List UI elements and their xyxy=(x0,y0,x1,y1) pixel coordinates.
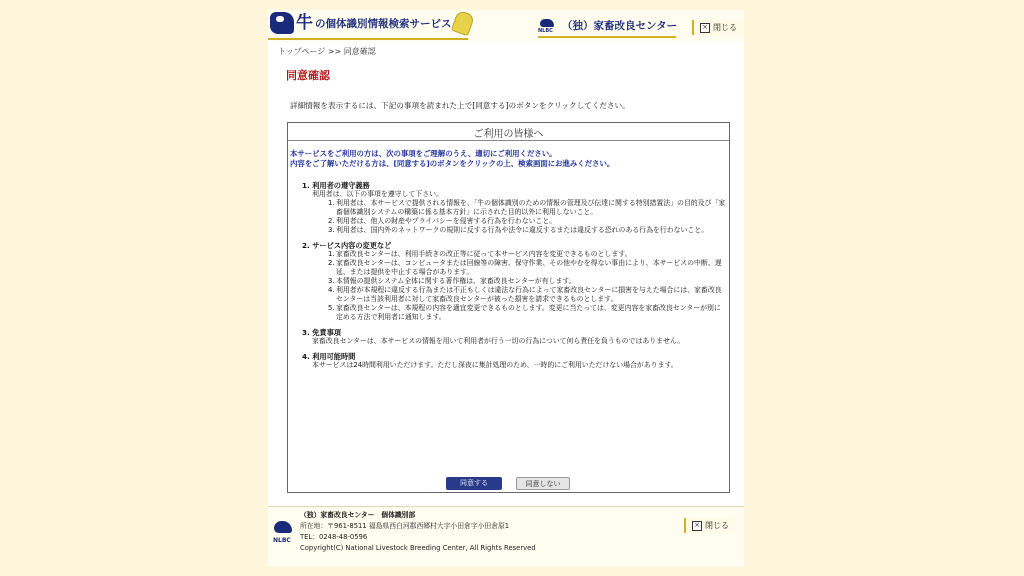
header-underline xyxy=(268,38,468,40)
section-intro: 利用者は、以下の事項を遵守して下さい。 xyxy=(312,190,443,198)
footer xyxy=(268,506,744,567)
breadcrumb xyxy=(278,46,376,57)
breadcrumb-top-link[interactable]: トップページ xyxy=(278,47,326,56)
footer-tel: TEL：0248-48-0596 xyxy=(300,533,368,541)
nlbc-logo-icon xyxy=(538,19,558,33)
page-title: 同意確認 xyxy=(286,69,330,82)
close-icon: × xyxy=(692,521,702,531)
terms-intro-line-2: 内容をご了解いただける方は、[同意する]のボタンをクリックの上、検索画面にお進みください。 xyxy=(290,159,615,168)
section-title: 2. サービス内容の変更など xyxy=(302,241,392,250)
section-title: 1. 利用者の遵守義務 xyxy=(302,181,370,190)
terms-heading: ご利用の皆様へ xyxy=(473,129,544,140)
center-underline xyxy=(538,36,676,38)
magnifier-icon xyxy=(450,10,474,37)
logo-title: の個体識別情報検索サービス xyxy=(315,17,452,30)
close-button-bottom[interactable] xyxy=(684,518,735,533)
nlbc-label: NLBC xyxy=(538,27,553,34)
section-title: 3. 免責事項 xyxy=(302,328,341,337)
section-title: 4. 利用可能時間 xyxy=(302,352,356,361)
footer-copyright: Copyright(C) National Livestock Breeding Center, All Rights Reserved xyxy=(300,544,536,552)
terms-intro xyxy=(290,149,614,169)
list-item: 1. 利用者は、本サービスで提供される情報を、「牛の個体識別のための情報の管理及び伝達に関する特別措置法」の目的及び「家畜個体識別システムの構築に係る基本方針」に示された目的以外に利用しないこと。 xyxy=(328,199,726,216)
nlbc-footer-logo-icon xyxy=(272,517,296,547)
disagree-button[interactable]: 同意しない xyxy=(516,477,570,490)
footer-address: 所在地：〒961-8511 福島県西白河郡西郷村大字小田倉字小田倉原1 xyxy=(300,522,510,530)
header xyxy=(268,10,744,42)
terms-body xyxy=(302,181,728,376)
section-service-changes xyxy=(302,241,728,322)
agree-button[interactable]: 同意する xyxy=(446,477,502,490)
list-item: 1. 家畜改良センターは、利用手続きの改正等に従って本サービス内容を変更できるものとします。 xyxy=(328,250,632,258)
terms-intro-line-1: 本サービスをご利用の方は、次の事項をご理解のうえ、適切にご利用ください。 xyxy=(290,149,557,158)
service-logo[interactable] xyxy=(270,12,472,34)
list-item-text: 家畜改良センターは、コンピュータまたは回線等の障害、保守作業、その他やむを得ない事由により、本サービスの中断、遅延、または提供を中止する場合があります。 xyxy=(336,259,722,276)
breadcrumb-separator: >> xyxy=(327,47,342,56)
list-item-text: 家畜改良センターは、本規程の内容を適宜変更できるものとします。変更に当たっては、変更内容を家畜改良センターが別に定める方法で利用者に通知します。 xyxy=(336,304,721,321)
section-availability xyxy=(302,352,728,370)
cow-icon xyxy=(270,12,294,34)
list-item: 3. 利用者は、国内外のネットワークの規則に反する行為や法令に違反するまたは違反する恐れのある行為を行わないこと。 xyxy=(328,226,709,234)
close-label: 閉じる xyxy=(713,23,737,32)
list-item-text: 利用者が本規程に違反する行為または不正もしくは違法な行為によって家畜改良センターに損害を与えた場合には、家畜改良センターは当該利用者に対して家畜改良センターが被った損害を請求できるものとします。 xyxy=(336,286,722,303)
list-item: 5. 家畜改良センターは、本規程の内容を適宜変更できるものとします。変更に当たっては、変更内容を家畜改良センターが別に定める方法で利用者に通知します。 xyxy=(328,304,726,322)
close-button-top[interactable] xyxy=(692,20,743,35)
list-item-text: 利用者は、他人の財産やプライバシーを侵害する行為を行わないこと。 xyxy=(336,217,557,225)
section-text: 家畜改良センターは、本サービスの情報を用いて利用者が行う一切の行為について何ら責任を負うものではありません。 xyxy=(312,337,685,345)
instruction-text: 詳細情報を表示するには、下記の事項を読まれた上で[同意する]のボタンをクリックしてください。 xyxy=(290,101,630,110)
list-item-text: 本情報の提供システム全体に関する著作権は、家畜改良センターが有します。 xyxy=(336,277,576,285)
close-icon: × xyxy=(700,23,710,33)
section-disclaimer xyxy=(302,328,728,346)
footer-nlbc-label: NLBC xyxy=(273,537,291,544)
list-item-text: 利用者は、国内外のネットワークの規則に反する行為や法令に違反するまたは違反する恐れのある行為を行わないこと。 xyxy=(336,226,709,234)
list-item: 2. 家畜改良センターは、コンピュータまたは回線等の障害、保守作業、その他やむを得ない事由により、本サービスの中断、遅延、または提供を中止する場合があります。 xyxy=(328,259,726,277)
list-item-text: 利用者は、本サービスで提供される情報を、「牛の個体識別のための情報の管理及び伝達に関する特別措置法」の目的及び「家畜個体識別システムの構築に係る基本方針」に示された目的以外に利用しないこと。 xyxy=(336,199,726,216)
terms-box[interactable] xyxy=(287,122,730,493)
logo-gyu-text: 牛 xyxy=(296,13,313,33)
footer-text xyxy=(300,510,536,554)
section-compliance xyxy=(302,181,728,235)
page xyxy=(268,10,744,566)
close-label: 閉じる xyxy=(705,521,729,530)
list-item-text: 家畜改良センターは、利用手続きの改正等に従って本サービス内容を変更できるものとします。 xyxy=(336,250,632,258)
list-item: 4. 利用者が本規程に違反する行為または不正もしくは違法な行為によって家畜改良センターに損害を与えた場合には、家畜改良センターは当該利用者に対して家畜改良センターが被った損害を請求できるものとします。 xyxy=(328,286,726,304)
terms-divider xyxy=(288,140,729,141)
center-name: （独）家畜改良センター xyxy=(562,20,678,32)
list-item: 3. 本情報の提供システム全体に関する著作権は、家畜改良センターが有します。 xyxy=(328,277,576,285)
footer-org: （独）家畜改良センター 個体識別部 xyxy=(300,511,416,519)
center-logo[interactable] xyxy=(538,18,677,33)
breadcrumb-current: 同意確認 xyxy=(343,47,376,56)
list-item: 2. 利用者は、他人の財産やプライバシーを侵害する行為を行わないこと。 xyxy=(328,217,557,225)
section-text: 本サービスは24時間利用いただけます。ただし深夜に集計処理のため、一時的にご利用いただけない場合があります。 xyxy=(312,361,678,369)
